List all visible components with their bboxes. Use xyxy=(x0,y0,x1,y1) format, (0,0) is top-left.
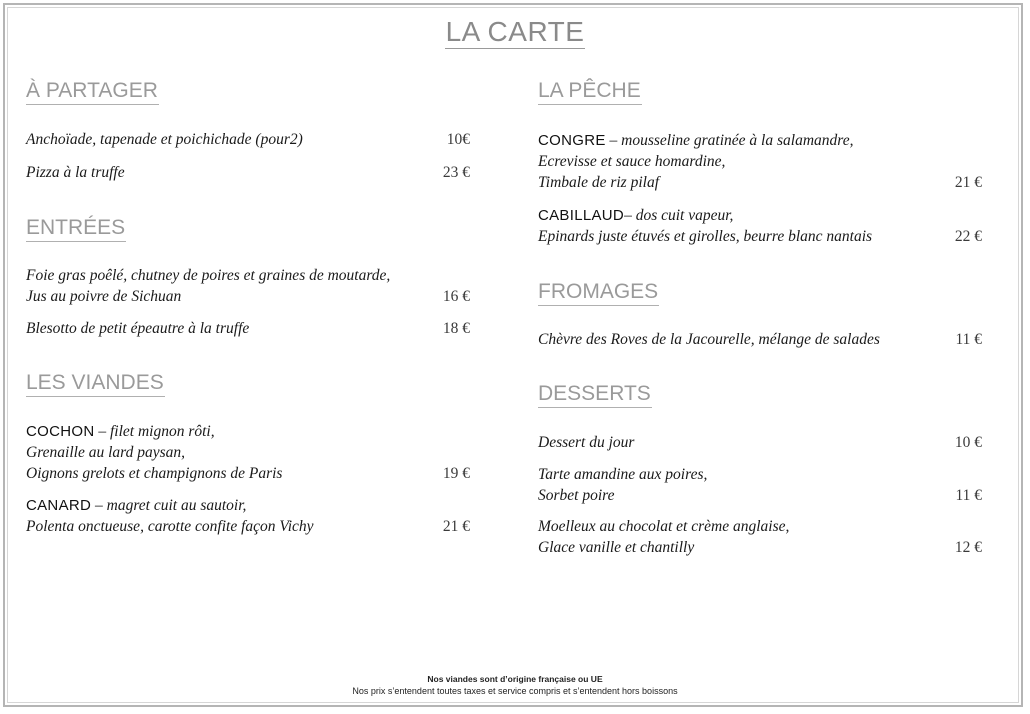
item-price: 23 € xyxy=(442,164,470,181)
section-heading-a-partager: À PARTAGER xyxy=(26,78,159,105)
dish-name: CONGRE xyxy=(538,132,606,149)
item-price: 10€ xyxy=(446,131,470,148)
item-price: 18 € xyxy=(442,320,470,337)
footer-notes xyxy=(0,673,1030,697)
section-heading-fromages: FROMAGES xyxy=(538,279,659,306)
menu-item: Chèvre des Roves de la Jacourelle, mélange de salades 11 € xyxy=(538,331,982,348)
menu-item: Blesotto de petit épeautre à la truffe 18 € xyxy=(26,320,470,337)
section-heading-peche: LA PÊCHE xyxy=(538,78,642,105)
dish-name: COCHON xyxy=(26,423,95,440)
menu-item: Dessert du jour 10 € xyxy=(538,434,982,451)
menu-item: Moelleux au chocolat et crème anglaise, Glace vanille et chantilly 12 € xyxy=(538,518,982,556)
section-heading-desserts: DESSERTS xyxy=(538,381,652,408)
section-heading-entrees: ENTRÉES xyxy=(26,215,126,242)
item-price: 22 € xyxy=(954,228,982,245)
left-column xyxy=(26,0,470,714)
menu-item: CANARD – magret cuit au sautoir, Polenta onctueuse, carotte confite façon Vichy 21 € xyxy=(26,497,470,535)
menu-item: CONGRE – mousseline gratinée à la salamandre, Ecrevisse et sauce homardine, Timbale de riz pilaf 21 € xyxy=(538,132,982,191)
menu-item: Anchoïade, tapenade et poichichade (pour2) 10€ xyxy=(26,131,470,148)
menu-item: Tarte amandine aux poires, Sorbet poire 11 € xyxy=(538,466,982,504)
dish-name: CABILLAUD xyxy=(538,207,625,224)
right-column xyxy=(538,0,982,714)
item-price: 21 € xyxy=(954,174,982,191)
item-price: 12 € xyxy=(954,539,982,556)
item-price: 19 € xyxy=(442,465,470,482)
item-price: 11 € xyxy=(955,487,982,504)
menu-item: Pizza à la truffe 23 € xyxy=(26,164,470,181)
menu-item: COCHON – filet mignon rôti, Grenaille au lard paysan, Oignons grelots et champignons de Paris 19 € xyxy=(26,423,470,482)
menu-item: Foie gras poêlé, chutney de poires et graines de moutarde, Jus au poivre de Sichuan 16 € xyxy=(26,267,470,305)
item-price: 11 € xyxy=(955,331,982,348)
menu-item: CABILLAUD– dos cuit vapeur, Epinards juste étuvés et girolles, beurre blanc nantais 22 € xyxy=(538,207,982,245)
item-price: 21 € xyxy=(442,518,470,535)
item-price: 16 € xyxy=(442,288,470,305)
section-heading-viandes: LES VIANDES xyxy=(26,370,165,397)
dish-name: CANARD xyxy=(26,497,92,514)
price-note: Nos prix s’entendent toutes taxes et service compris et s’entendent hors boissons xyxy=(352,686,678,696)
item-price: 10 € xyxy=(954,434,982,451)
menu-title: LA CARTE xyxy=(445,16,585,47)
origin-note: Nos viandes sont d’origine française ou UE xyxy=(427,674,603,684)
